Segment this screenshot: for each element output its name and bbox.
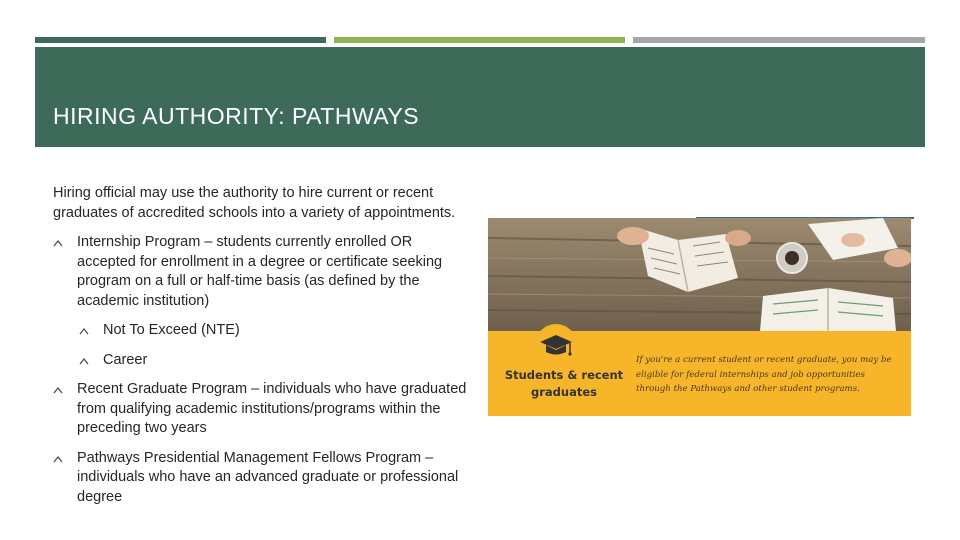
- chevron-bullet-icon: [79, 327, 89, 335]
- banner-label: Students & recent graduates: [504, 368, 624, 399]
- banner-label-panel: [488, 331, 622, 416]
- students-banner: [488, 331, 911, 416]
- students-studying-illustration: [488, 218, 911, 331]
- sub-bullet-career: Career: [79, 351, 473, 371]
- slide-content: [53, 184, 473, 507]
- accent-bar-dark-green: [35, 37, 326, 43]
- chevron-bullet-icon: [53, 455, 63, 463]
- chevron-bullet-icon: [53, 386, 63, 394]
- chevron-bullet-icon: [53, 239, 63, 247]
- title-band: [35, 47, 925, 147]
- chevron-bullet-icon: [79, 357, 89, 365]
- graduation-cap-icon: [534, 323, 578, 367]
- accent-bar-gray: [633, 37, 925, 43]
- bullet-pmf: Pathways Presidential Management Fellows Program – individuals who have an advanced graduate or professional degree: [53, 449, 473, 508]
- accent-bar-light-green: [334, 37, 625, 43]
- bullet-recent-graduate: Recent Graduate Program – individuals who have graduated from qualifying academic institutions/programs within the preceding two years: [53, 380, 473, 439]
- sub-bullet-nte: Not To Exceed (NTE): [79, 321, 473, 341]
- students-photo: [488, 218, 911, 416]
- bullet-internship: Internship Program – students currently enrolled OR accepted for enrollment in a degree or certificate seeking program on a full or half-time basis (as defined by the academic institution): [53, 233, 473, 311]
- intro-text: Hiring official may use the authority to hire current or recent graduates of accredited schools into a variety of appointments.: [53, 185, 456, 221]
- slide-title: HIRING AUTHORITY: PATHWAYS: [53, 103, 420, 129]
- banner-caption: If you're a current student or recent graduate, you may be eligible for federal internships and job opportunities through the Pathways and other student programs.: [636, 355, 892, 394]
